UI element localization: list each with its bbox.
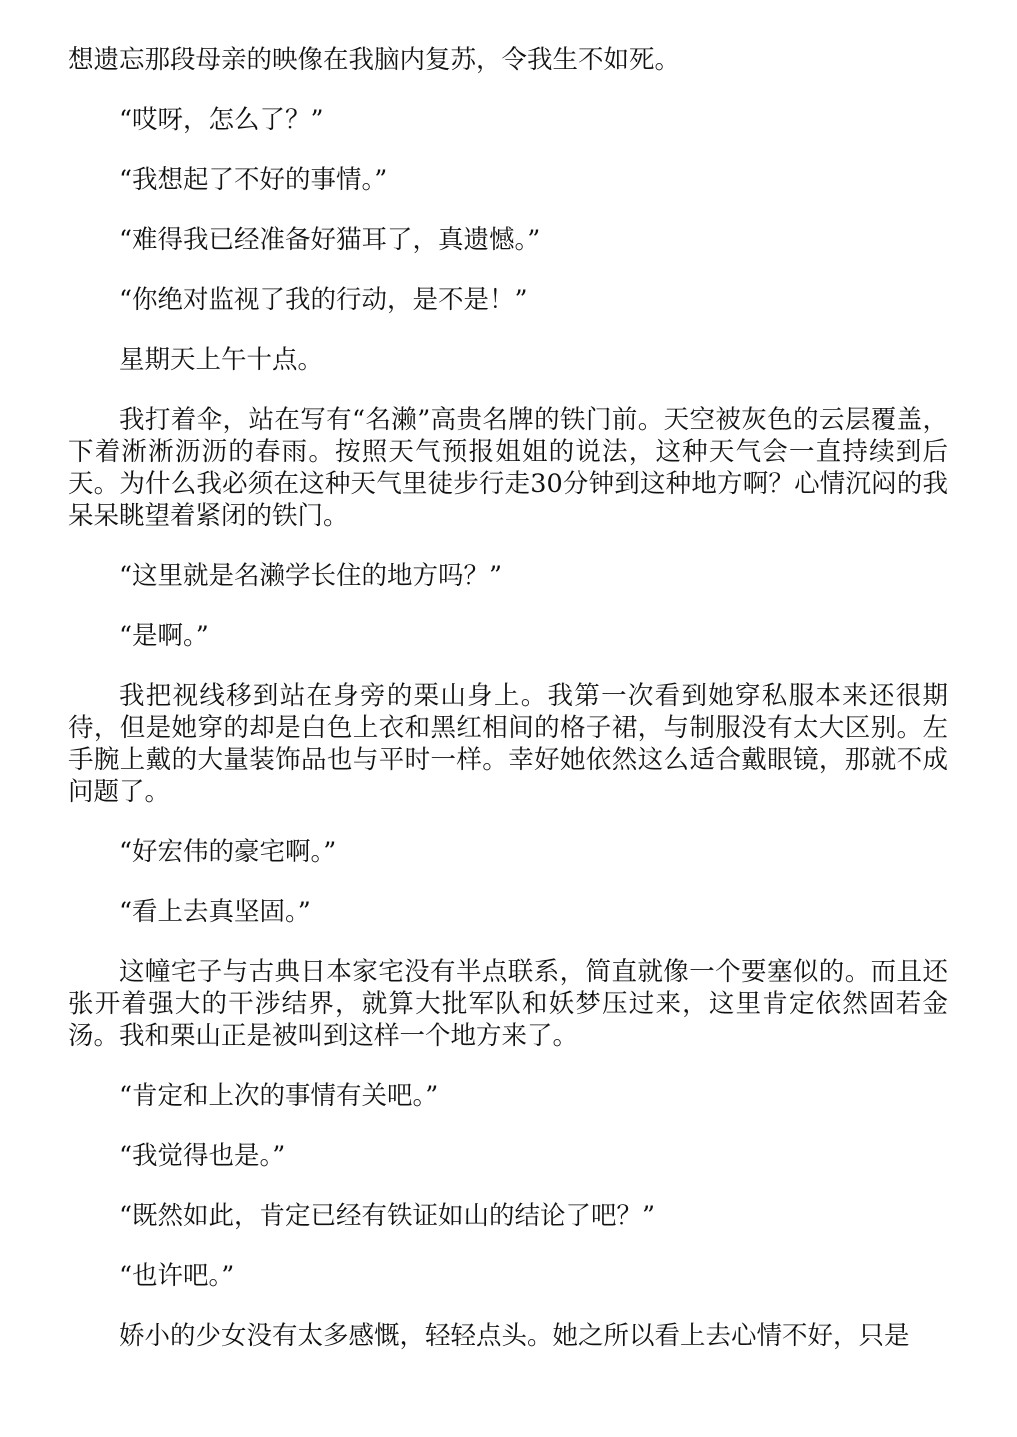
paragraph: 星期天上午十点。: [119, 345, 324, 375]
paragraph: “我觉得也是。”: [119, 1141, 286, 1171]
paragraph: “是啊。”: [119, 621, 209, 651]
paragraph: “肯定和上次的事情有关吧。”: [119, 1081, 439, 1111]
paragraph: “既然如此，肯定已经有铁证如山的结论了吧？”: [119, 1201, 656, 1231]
paragraph: “你绝对监视了我的行动，是不是！”: [119, 285, 528, 315]
paragraph: 这幢宅子与古典日本家宅没有半点联系，简直就像一个要塞似的。而且还张开着强大的干涉结界，就算大批军队和妖梦压过来，这里肯定依然固若金汤。我和栗山正是被叫到这样一个地方来了。: [68, 957, 948, 1051]
paragraph: “也许吧。”: [119, 1261, 235, 1291]
paragraph: “我想起了不好的事情。”: [119, 165, 388, 195]
text-body: [68, 44, 948, 1380]
paragraph: “难得我已经准备好猫耳了，真遗憾。”: [119, 225, 541, 255]
paragraph: 想遗忘那段母亲的映像在我脑内复苏，令我生不如死。: [68, 45, 681, 75]
paragraph: “好宏伟的豪宅啊。”: [119, 837, 337, 867]
paragraph: 娇小的少女没有太多感慨，轻轻点头。她之所以看上去心情不好，只是: [119, 1321, 910, 1351]
paragraph: “哎呀，怎么了？”: [119, 105, 324, 135]
paragraph: “看上去真坚固。”: [119, 897, 311, 927]
paragraph: 我打着伞，站在写有“名濑”高贵名牌的铁门前。天空被灰色的云层覆盖，下着淅淅沥沥的春雨。按照天气预报姐姐的说法，这种天气会一直持续到后天。为什么我必须在这种天气里徒步行走30分钟到这种地方啊？心情沉闷的我呆呆眺望着紧闭的铁门。: [68, 405, 948, 531]
paragraph: 我把视线移到站在身旁的栗山身上。我第一次看到她穿私服本来还很期待，但是她穿的却是白色上衣和黑红相间的格子裙，与制服没有太大区别。左手腕上戴的大量装饰品也与平时一样。幸好她依然这么适合戴眼镜，那就不成问题了。: [68, 681, 948, 807]
paragraph: “这里就是名濑学长住的地方吗？”: [119, 561, 503, 591]
